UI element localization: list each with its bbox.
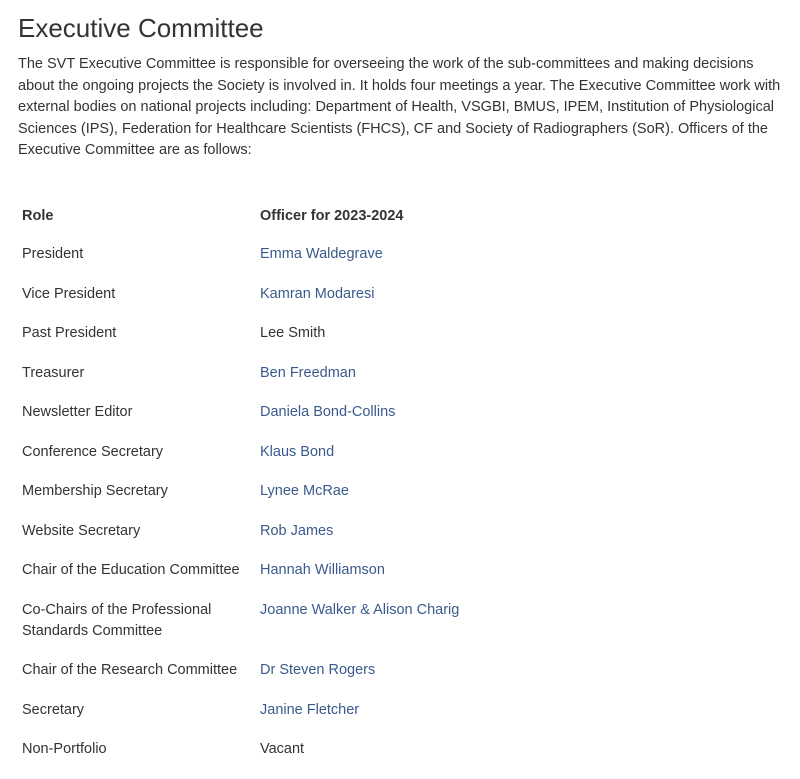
officer-column-header: Officer for 2023-2024 — [260, 208, 404, 224]
table-row — [18, 402, 564, 442]
role-cell: President — [22, 246, 84, 262]
table-row — [18, 442, 564, 482]
officer-link[interactable]: Dr Steven Rogers — [260, 662, 376, 678]
officer-link[interactable]: Rob James — [260, 522, 334, 539]
officer-link[interactable]: Joanne Walker & Alison Charig — [260, 601, 460, 618]
officer-name: Lee Smith — [260, 325, 326, 341]
table-row — [18, 284, 564, 324]
table-row — [18, 600, 564, 661]
role-cell: Past President — [22, 325, 117, 341]
officer-link[interactable]: Janine Fletcher — [260, 701, 360, 718]
role-cell: Website Secretary — [22, 522, 141, 539]
table-row — [18, 700, 564, 740]
table-row — [18, 323, 564, 363]
role-cell: Chair of the Education Committee — [22, 562, 240, 578]
role-cell: Chair of the Research Committee — [22, 662, 238, 678]
intro-paragraph: The SVT Executive Committee is responsible for overseeing the work of the sub-committees and making decisions about the ongoing projects the Society is involved in. It holds four meetings a year. The Executive Committee work with external bodies on national projects including: Department of Health, VSGBI, BMUS, IPEM, Institution of Physiological Sciences (IPS), Federation for Healthcare Scientists (FHCS), CF and Society of Radiographers (SoR). Officers of the Executive Committee are as follows: — [18, 56, 781, 158]
officer-link[interactable]: Lynee McRae — [260, 483, 349, 499]
role-cell: Conference Secretary — [22, 443, 164, 460]
table-header-row — [18, 204, 564, 244]
table-row — [18, 521, 564, 561]
officer-link[interactable]: Daniela Bond-Collins — [260, 404, 396, 420]
officer-name: Vacant — [260, 741, 305, 757]
role-column-header: Role — [22, 208, 54, 224]
role-cell: Newsletter Editor — [22, 404, 133, 420]
table-row — [18, 244, 564, 284]
table-row — [18, 660, 564, 700]
role-cell: Co-Chairs of the Professional Standards Committee — [22, 601, 212, 639]
page-content — [18, 12, 788, 757]
officer-link[interactable]: Hannah Williamson — [260, 562, 385, 578]
page-title: Executive Committee — [18, 13, 264, 43]
table-row — [18, 739, 564, 779]
table-row — [18, 560, 564, 600]
officer-link[interactable]: Ben Freedman — [260, 364, 356, 381]
table-row — [18, 363, 564, 403]
role-cell: Membership Secretary — [22, 483, 168, 499]
officer-link[interactable]: Kamran Modaresi — [260, 285, 375, 302]
role-cell: Secretary — [22, 701, 85, 718]
role-cell: Vice President — [22, 285, 116, 302]
officers-table — [18, 204, 564, 779]
role-cell: Non-Portfolio — [22, 741, 107, 757]
role-cell: Treasurer — [22, 364, 85, 381]
table-row — [18, 481, 564, 521]
officer-link[interactable]: Emma Waldegrave — [260, 246, 383, 262]
officer-link[interactable]: Klaus Bond — [260, 443, 335, 460]
